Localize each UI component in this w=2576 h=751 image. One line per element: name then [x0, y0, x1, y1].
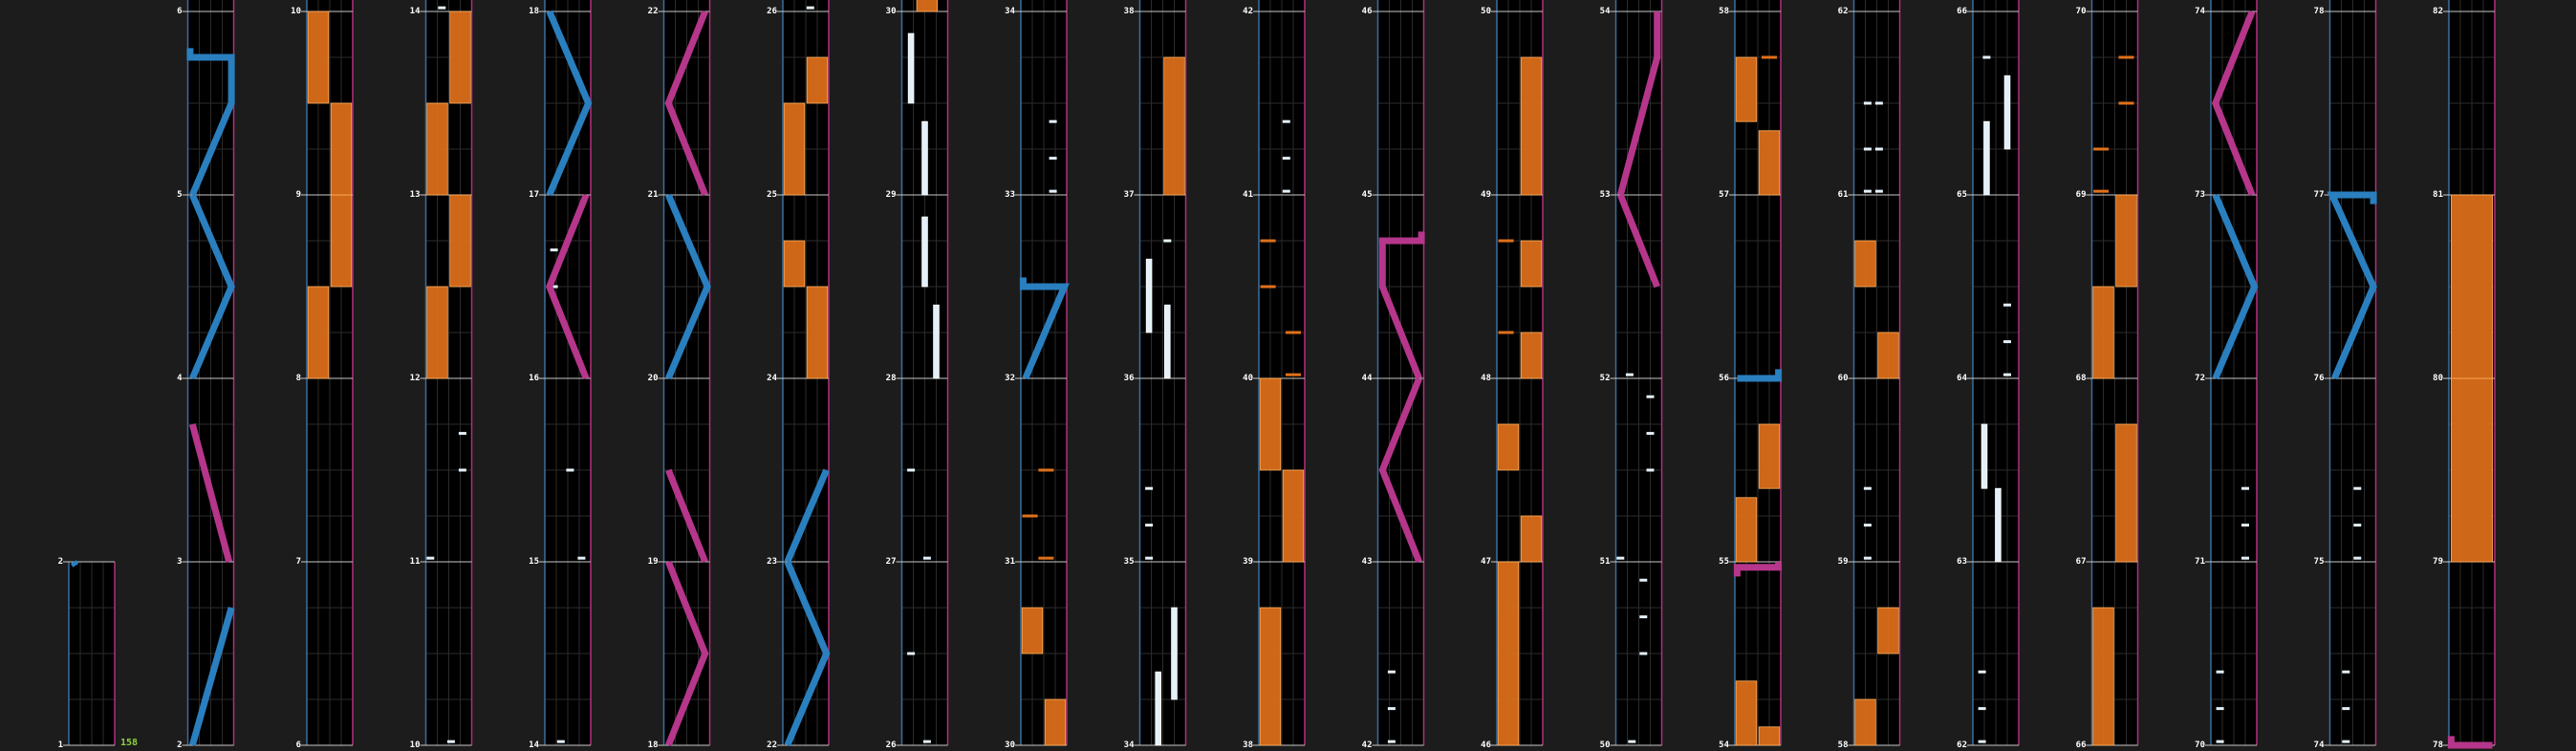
orange-hold-m39-2 [1260, 378, 1281, 470]
measure-label-20: 20 [647, 374, 659, 383]
measure-label-10: 10 [409, 740, 421, 750]
white-tap-m15-1 [577, 557, 585, 560]
white-tap-m74-2 [2342, 671, 2349, 674]
white-tap-m42-1 [1388, 707, 1396, 710]
white-tap-m33-7 [1050, 157, 1057, 160]
measure-label-34: 34 [1123, 740, 1135, 750]
orange-hold-m46-0 [1498, 562, 1519, 745]
orange-hold-m12-4 [427, 287, 448, 378]
white-hold-m63-4 [1981, 424, 1987, 488]
measure-label-46: 46 [1481, 740, 1491, 750]
measure-label-38: 38 [1123, 7, 1135, 16]
orange-hold-m39-1 [1283, 470, 1304, 562]
measure-label-34: 34 [1005, 7, 1015, 16]
white-tap-m74-0 [2342, 740, 2349, 743]
measure-label-23: 23 [767, 557, 777, 567]
orange-hold-m37-8 [1164, 57, 1185, 195]
measure-label-14: 14 [529, 740, 539, 750]
white-tap-m64-6 [2003, 340, 2011, 343]
measure-label-51: 51 [1599, 557, 1611, 567]
orange-hold-m47-1 [1521, 516, 1542, 562]
white-tap-m70-0 [2217, 740, 2224, 743]
measure-label-17: 17 [529, 190, 539, 200]
orange-hold-m8-0 [308, 287, 329, 378]
measure-label-32: 32 [1005, 374, 1015, 383]
orange-hold-m25-5 [807, 57, 828, 103]
white-tap-m65-10 [1982, 56, 1990, 59]
measure-label-19: 19 [647, 557, 659, 567]
measure-label-13: 13 [409, 190, 421, 200]
white-tap-m59-3 [1864, 524, 1872, 526]
orange-hold-m58-0 [1855, 699, 1876, 745]
orange-hold-m24-2 [807, 287, 828, 378]
blue-slide-m1-0 [74, 562, 76, 566]
measure-label-47: 47 [1481, 557, 1491, 567]
orange-hold-m8-1 [331, 195, 352, 287]
white-tap-m42-2 [1388, 671, 1396, 674]
orange-hold-m57-7 [1736, 57, 1757, 121]
white-hold-m34-1 [1172, 608, 1178, 699]
measure-label-10: 10 [291, 7, 301, 16]
white-hold-m28-5 [922, 217, 928, 287]
measure-label-65: 65 [1957, 190, 1967, 200]
measure-label-81: 81 [2433, 190, 2443, 200]
measure-label-41: 41 [1243, 190, 1253, 200]
measure-label-43: 43 [1361, 557, 1373, 567]
white-hold-m34-0 [1156, 672, 1161, 745]
white-tap-m61-9 [1864, 148, 1872, 151]
measure-label-46: 46 [1361, 7, 1373, 16]
orange-hold-m25-4 [784, 103, 805, 195]
white-tap-m71-5 [2241, 487, 2249, 490]
white-tap-m11-1 [426, 557, 434, 560]
orange-hold-m68-3 [2116, 195, 2137, 287]
measure-label-55: 55 [1719, 557, 1729, 567]
white-tap-m41-7 [1283, 190, 1290, 193]
measure-label-52: 52 [1599, 374, 1611, 383]
measure-label-31: 31 [1005, 557, 1015, 567]
measure-label-77: 77 [2313, 190, 2325, 200]
orange-hold-m67-1 [2116, 424, 2137, 562]
measure-label-76: 76 [2313, 374, 2325, 383]
orange-tap-m69-5 [2093, 148, 2109, 151]
white-tap-m71-3 [2241, 557, 2249, 560]
measure-label-78: 78 [2313, 7, 2325, 16]
white-tap-m50-3 [1639, 579, 1647, 582]
measure-label-67: 67 [2075, 557, 2087, 567]
measure-label-22: 22 [767, 740, 777, 750]
white-tap-m27-2 [923, 557, 931, 560]
white-tap-m62-2 [1979, 671, 1986, 674]
orange-hold-m66-0 [2093, 608, 2114, 745]
measure-label-78: 78 [2433, 740, 2443, 750]
measure-label-28: 28 [885, 374, 897, 383]
white-tap-m26-6 [807, 7, 814, 10]
measure-label-75: 75 [2313, 557, 2325, 567]
measure-label-62: 62 [1837, 7, 1849, 16]
measure-label-3: 3 [177, 557, 183, 567]
measure-label-2: 2 [177, 740, 183, 750]
measure-label-4: 4 [177, 374, 183, 383]
measure-label-50: 50 [1599, 740, 1611, 750]
white-hold-m29-6 [922, 121, 928, 195]
orange-hold-m60-6 [1855, 241, 1876, 287]
white-tap-m75-4 [2353, 524, 2361, 526]
white-tap-m64-7 [2003, 304, 2011, 307]
white-tap-m51-5 [1647, 469, 1655, 472]
bpm-label: 158 [120, 738, 139, 748]
white-tap-m59-4 [1864, 487, 1872, 490]
orange-hold-m9-3 [308, 11, 329, 103]
orange-tap-m69-6 [2119, 102, 2134, 105]
white-tap-m61-7 [1864, 190, 1872, 193]
white-tap-m11-2 [459, 469, 466, 472]
measure-label-30: 30 [1005, 740, 1015, 750]
measure-label-39: 39 [1243, 557, 1253, 567]
white-tap-m51-4 [1616, 557, 1624, 560]
orange-hold-m54-1 [1736, 681, 1757, 745]
measure-label-72: 72 [2195, 374, 2205, 383]
orange-hold-m48-4 [1521, 241, 1542, 287]
measure-label-42: 42 [1243, 7, 1253, 16]
white-tap-m50-1 [1639, 653, 1647, 655]
measure-label-22: 22 [647, 7, 659, 16]
measure-label-6: 6 [177, 7, 183, 16]
measure-label-54: 54 [1719, 740, 1729, 750]
measure-label-24: 24 [767, 374, 777, 383]
white-tap-m51-7 [1647, 396, 1655, 398]
white-hold-m65-9 [2004, 75, 2010, 149]
orange-hold-m58-1 [1878, 608, 1899, 654]
orange-hold-m55-4 [1759, 424, 1780, 488]
measure-label-58: 58 [1719, 7, 1729, 16]
white-tap-m74-1 [2342, 707, 2349, 710]
measure-label-61: 61 [1837, 190, 1849, 200]
orange-tap-m40-5 [1261, 286, 1276, 289]
white-tap-m26-1 [907, 653, 915, 655]
orange-hold-m60-5 [1878, 333, 1899, 378]
white-tap-m50-2 [1639, 615, 1647, 618]
measure-label-29: 29 [885, 190, 897, 200]
orange-hold-m68-2 [2093, 287, 2114, 378]
measure-label-60: 60 [1837, 374, 1849, 383]
measure-label-18: 18 [529, 7, 539, 16]
measure-label-63: 63 [1957, 557, 1967, 567]
white-tap-m35-3 [1145, 524, 1153, 526]
orange-tap-m31-2 [1038, 557, 1053, 560]
orange-tap-m40-4 [1286, 332, 1301, 334]
white-tap-m14-0 [557, 740, 565, 743]
white-tap-m51-6 [1647, 432, 1655, 435]
orange-tap-m31-4 [1038, 469, 1053, 472]
orange-hold-m12-5 [450, 195, 471, 287]
white-tap-m15-2 [566, 469, 574, 472]
orange-hold-m30-0 [1045, 699, 1066, 745]
measure-label-42: 42 [1361, 740, 1373, 750]
measure-label-48: 48 [1481, 374, 1491, 383]
white-tap-m75-5 [2353, 487, 2361, 490]
white-tap-m42-0 [1388, 740, 1396, 743]
orange-tap-m40-6 [1261, 240, 1276, 243]
measure-label-5: 5 [177, 190, 183, 200]
measure-label-70: 70 [2075, 7, 2087, 16]
measure-label-53: 53 [1599, 190, 1611, 200]
white-tap-m14-8 [438, 7, 445, 10]
white-tap-m50-0 [1628, 740, 1635, 743]
measure-label-62: 62 [1957, 740, 1967, 750]
orange-tap-m69-7 [2119, 56, 2134, 59]
measure-label-64: 64 [1957, 374, 1967, 383]
white-tap-m27-3 [907, 469, 915, 472]
white-tap-m71-4 [2241, 524, 2249, 526]
measure-label-37: 37 [1123, 190, 1135, 200]
measure-label-66: 66 [1957, 7, 1967, 16]
orange-hold-m54-2 [1759, 727, 1780, 745]
measure-label-33: 33 [1005, 190, 1015, 200]
white-tap-m36-7 [1163, 240, 1171, 243]
white-tap-m35-4 [1145, 487, 1153, 490]
measure-label-50: 50 [1481, 7, 1491, 16]
measure-label-57: 57 [1719, 190, 1729, 200]
measure-label-21: 21 [647, 190, 659, 200]
measure-label-82: 82 [2433, 7, 2443, 16]
measure-label-74: 74 [2313, 740, 2325, 750]
measure-label-35: 35 [1123, 557, 1135, 567]
measure-label-6: 6 [295, 740, 301, 750]
measure-label-80: 80 [2433, 374, 2443, 383]
white-hold-m28-4 [934, 305, 940, 378]
white-tap-m75-3 [2353, 557, 2361, 560]
white-tap-m62-0 [1979, 740, 1986, 743]
measure-label-30: 30 [885, 7, 897, 16]
orange-hold-m13-6 [427, 103, 448, 195]
orange-hold-m55-3 [1736, 498, 1757, 562]
measure-label-26: 26 [767, 7, 777, 16]
measure-label-44: 44 [1361, 374, 1373, 383]
orange-tap-m57-8 [1762, 56, 1777, 59]
measure-label-18: 18 [647, 740, 659, 750]
orange-hold-m30-1 [1022, 608, 1043, 654]
measure-label-2: 2 [57, 557, 63, 567]
white-tap-m11-3 [459, 432, 466, 435]
measure-label-26: 26 [885, 740, 897, 750]
measure-label-49: 49 [1481, 190, 1491, 200]
orange-hold-m13-7 [450, 11, 471, 103]
white-hold-m63-3 [1996, 488, 2002, 562]
measure-label-8: 8 [295, 374, 301, 383]
white-tap-m61-8 [1875, 190, 1883, 193]
measure-label-40: 40 [1243, 374, 1253, 383]
measure-label-11: 11 [409, 557, 421, 567]
measure-label-9: 9 [295, 190, 301, 200]
measure-label-1: 1 [57, 740, 63, 750]
white-tap-m61-10 [1875, 148, 1883, 151]
white-tap-m10-0 [447, 740, 455, 743]
measure-label-58: 58 [1837, 740, 1849, 750]
orange-tap-m31-3 [1023, 515, 1038, 518]
measure-label-73: 73 [2195, 190, 2205, 200]
white-tap-m61-12 [1875, 102, 1883, 105]
orange-tap-m40-3 [1286, 374, 1301, 376]
measure-label-59: 59 [1837, 557, 1849, 567]
measure-label-25: 25 [767, 190, 777, 200]
white-tap-m35-2 [1145, 557, 1153, 560]
white-tap-m16-4 [551, 248, 558, 251]
measure-label-71: 71 [2195, 557, 2205, 567]
orange-tap-m69-4 [2093, 190, 2109, 193]
white-tap-m59-2 [1864, 557, 1872, 560]
measure-label-27: 27 [885, 557, 897, 567]
measure-label-54: 54 [1599, 7, 1611, 16]
orange-hold-m80-2 [2451, 195, 2492, 378]
measure-label-14: 14 [409, 7, 421, 16]
white-tap-m70-2 [2217, 671, 2224, 674]
white-hold-m36-6 [1146, 259, 1152, 333]
white-tap-m33-8 [1050, 120, 1057, 123]
orange-hold-m47-2 [1498, 424, 1519, 470]
measure-label-16: 16 [529, 374, 539, 383]
measure-label-15: 15 [529, 557, 539, 567]
orange-hold-m30-8 [917, 0, 938, 11]
measure-label-56: 56 [1719, 374, 1729, 383]
measure-label-70: 70 [2195, 740, 2205, 750]
white-tap-m52-8 [1626, 374, 1634, 376]
orange-hold-m57-6 [1759, 131, 1780, 195]
measure-label-36: 36 [1123, 374, 1135, 383]
orange-hold-m79-1 [2451, 378, 2492, 562]
orange-hold-m9-2 [331, 103, 352, 195]
measure-label-66: 66 [2075, 740, 2087, 750]
measure-label-7: 7 [295, 557, 301, 567]
measure-label-79: 79 [2433, 557, 2443, 567]
white-tap-m33-6 [1050, 190, 1057, 193]
measure-label-69: 69 [2075, 190, 2087, 200]
white-tap-m41-9 [1283, 120, 1290, 123]
measure-label-38: 38 [1243, 740, 1253, 750]
white-tap-m70-1 [2217, 707, 2224, 710]
orange-hold-m24-3 [784, 241, 805, 287]
white-hold-m65-8 [1984, 121, 1990, 195]
white-hold-m36-5 [1164, 305, 1170, 378]
white-tap-m26-0 [923, 740, 931, 743]
orange-hold-m48-3 [1521, 333, 1542, 378]
white-tap-m41-8 [1283, 157, 1290, 160]
white-tap-m61-11 [1864, 102, 1872, 105]
orange-hold-m49-7 [1521, 57, 1542, 195]
white-hold-m29-7 [908, 33, 914, 103]
measure-label-45: 45 [1361, 190, 1373, 200]
measure-label-12: 12 [409, 374, 421, 383]
white-tap-m64-5 [2003, 374, 2011, 376]
orange-tap-m48-5 [1499, 332, 1514, 334]
measure-label-74: 74 [2195, 7, 2205, 16]
orange-tap-m48-6 [1499, 240, 1514, 243]
white-tap-m62-1 [1979, 707, 1986, 710]
orange-hold-m38-0 [1260, 608, 1281, 745]
measure-label-68: 68 [2075, 374, 2087, 383]
